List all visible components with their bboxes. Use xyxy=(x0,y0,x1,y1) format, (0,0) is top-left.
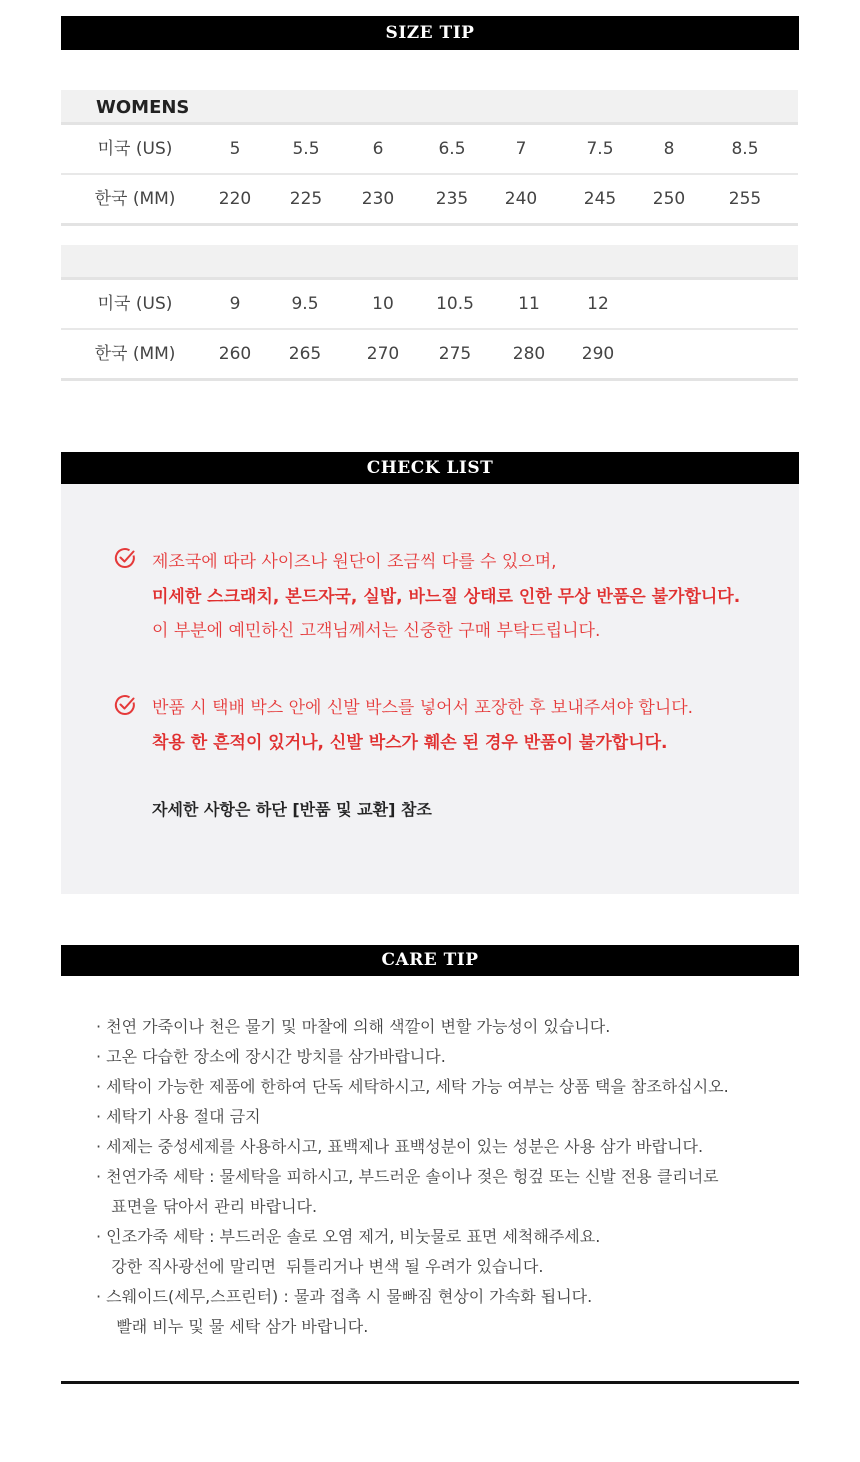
table-cell: 250 xyxy=(652,189,686,209)
table-cell: 290 xyxy=(581,344,615,364)
row-label: 한국 (MM) xyxy=(94,189,176,209)
table-cell: 225 xyxy=(289,189,323,209)
table-cell: 7 xyxy=(515,139,527,159)
check-item-1-line-1: 제조국에 따라 사이즈나 원단이 조금씩 다를 수 있으며, xyxy=(152,552,557,572)
table-cell: 9 xyxy=(229,294,241,314)
table-cell: 7.5 xyxy=(586,139,614,159)
check-list-note: 자세한 사항은 하단 [반품 및 교환] 참조 xyxy=(152,800,432,819)
table-cell: 260 xyxy=(218,344,252,364)
table-cell: 11 xyxy=(518,294,540,314)
check-item-2-line-2: 착용 한 흔적이 있거나, 신발 박스가 훼손 된 경우 반품이 불가합니다. xyxy=(152,733,668,753)
list-item: 빨래 비누 및 물 세탁 삼가 바랍니다. xyxy=(96,1317,369,1336)
table-cell: 8 xyxy=(663,139,675,159)
list-item: · 천연 가죽이나 천은 물기 및 마찰에 의해 색깔이 변할 가능성이 있습니다. xyxy=(96,1017,611,1036)
list-item: · 세제는 중성세제를 사용하시고, 표백제나 표백성분이 있는 성분은 사용 삼가 바랍니다. xyxy=(96,1137,704,1156)
check-list-panel xyxy=(61,484,799,894)
us-size-row xyxy=(61,125,798,175)
table-cell: 12 xyxy=(587,294,609,314)
list-item: · 고온 다습한 장소에 장시간 방치를 삼가바랍니다. xyxy=(96,1047,446,1066)
care-tip-heading: CARE TIP xyxy=(61,945,799,976)
check-list-heading: CHECK LIST xyxy=(61,452,799,484)
table-cell: 8.5 xyxy=(731,139,759,159)
list-item: · 세탁이 가능한 제품에 한하여 단독 세탁하시고, 세탁 가능 여부는 상품 택을 참조하십시오. xyxy=(96,1077,729,1096)
table-cell: 10.5 xyxy=(436,294,474,314)
table-cell: 240 xyxy=(504,189,538,209)
bottom-divider xyxy=(61,1381,799,1384)
list-item: 강한 직사광선에 말리면 뒤틀리거나 변색 될 우려가 있습니다. xyxy=(96,1257,544,1276)
check-item-1-line-2: 미세한 스크래치, 본드자국, 실밥, 바느질 상태로 인한 무상 반품은 불가합니다. xyxy=(152,587,741,607)
kr-size-row xyxy=(61,330,798,381)
check-circle-icon xyxy=(113,546,137,570)
table-cell: 5 xyxy=(229,139,241,159)
check-item-2-line-1: 반품 시 택배 박스 안에 신발 박스를 넣어서 포장한 후 보내주셔야 합니다. xyxy=(152,698,694,718)
us-size-row xyxy=(61,280,798,330)
list-item: · 천연가죽 세탁 : 물세탁을 피하시고, 부드러운 솔이나 젖은 헝겊 또는 신발 전용 클리너로 xyxy=(96,1167,719,1186)
size-table-womens xyxy=(61,90,798,226)
table-cell: 6.5 xyxy=(438,139,466,159)
table-cell: 6 xyxy=(372,139,384,159)
table-cell: 9.5 xyxy=(291,294,319,314)
table-cell: 265 xyxy=(288,344,322,364)
check-item-1-line-3: 이 부분에 예민하신 고객님께서는 신중한 구매 부탁드립니다. xyxy=(152,621,601,641)
table-cell: 235 xyxy=(435,189,469,209)
size-tip-heading: SIZE TIP xyxy=(61,16,799,50)
row-label: 미국 (US) xyxy=(97,139,173,159)
list-item: · 인조가죽 세탁 : 부드러운 솔로 오염 제거, 비눗물로 표면 세척해주세요. xyxy=(96,1227,601,1246)
list-item: · 스웨이드(세무,스프린터) : 물과 접촉 시 물빠짐 현상이 가속화 됩니다. xyxy=(96,1287,593,1306)
table-cell: 255 xyxy=(728,189,762,209)
table-cell: 245 xyxy=(583,189,617,209)
table-cell: 270 xyxy=(366,344,400,364)
table-cell: 275 xyxy=(438,344,472,364)
check-circle-icon xyxy=(113,693,137,717)
row-label: 미국 (US) xyxy=(97,294,173,314)
table-cell: 230 xyxy=(361,189,395,209)
kr-size-row xyxy=(61,175,798,226)
list-item: 표면을 닦아서 관리 바랍니다. xyxy=(96,1197,318,1216)
size-table-continued xyxy=(61,245,798,381)
table-header: WOMENS xyxy=(61,90,798,125)
row-label: 한국 (MM) xyxy=(94,344,176,364)
table-cell: 10 xyxy=(372,294,394,314)
list-item: · 세탁기 사용 절대 금지 xyxy=(96,1107,261,1126)
table-cell: 220 xyxy=(218,189,252,209)
table-cell: 280 xyxy=(512,344,546,364)
table-cell: 5.5 xyxy=(292,139,320,159)
table-header xyxy=(61,245,798,280)
